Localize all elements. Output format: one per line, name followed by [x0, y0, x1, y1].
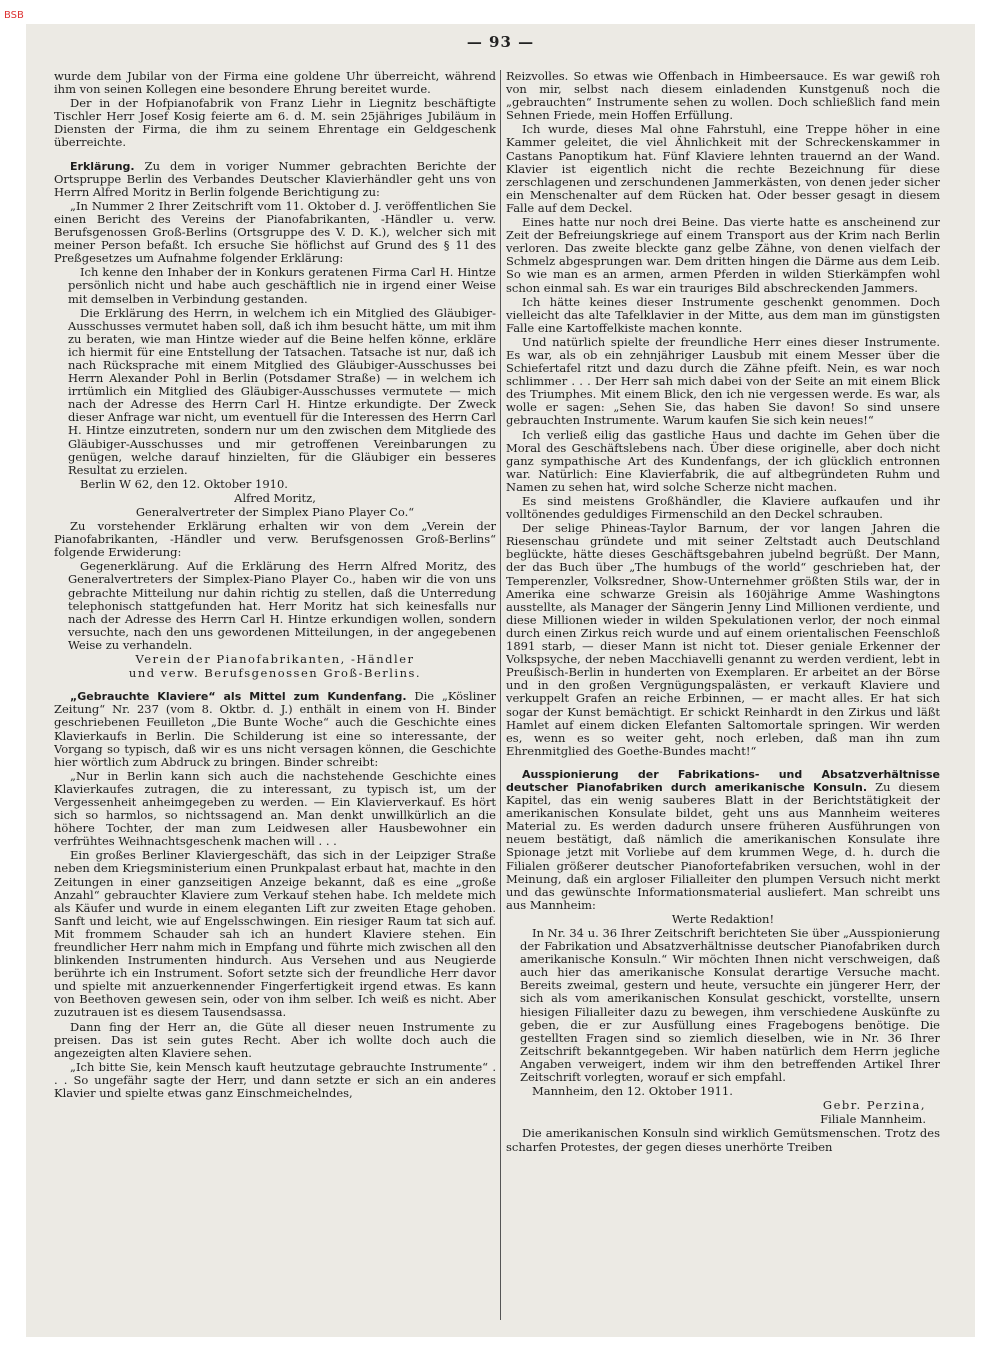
erwiderung-intro: Zu vorstehender Erklärung erhalten wir von dem „Verein der Pianofabrikanten, -Händler und verw. Berufsgenossen Groß-Berlins“ folgende Erwiderung: [54, 519, 496, 560]
story-para-4: Ich hätte keines dieser Instrumente geschenkt genommen. Doch vielleicht das alte Tafelklavier in der Mitte, aus dem man im günstigsten Falle eine Kartoffelkiste machen konnte. [506, 294, 940, 335]
gebrauchte-klaviere-para-3: Dann fing der Herr an, die Güte all dieser neuen Instrumente zu preisen. Das ist sein gutes Recht. Aber ich wollte doch auch die angezeigten alten Klaviere sehen. [54, 1019, 496, 1060]
gegenerklaerung: Gegenerklärung. Auf die Erklärung des Herrn Alfred Moritz, des Generalvertreters der Simplex-Piano Player Co., haben wir die von uns gebrachte Mitteilung nur dahin richtig zu stellen, daß die Unterredung telephonisch stattgefunden hat. Herr Moritz hat sich keinesfalls nur nach der Adresse des Herrn Carl H. Hintze erkundigen wollen, sondern versuchte, nach den uns gewordenen Mitteilungen, in der angegebenen Weise zu verhandeln. [68, 559, 496, 652]
story-para-2: Ich wurde, dieses Mal ohne Fahrstuhl, eine Treppe höher in eine Kammer geleitet, die viel Ähnlichkeit mit der Schreckenskammer in Castans Panoptikum hat. Fünf Klaviere lehnten trauernd an der Wand. Klavier ist eigentlich nicht die rechte Bezeichnung für diese zerschlagenen und zerschundenen Jammerkästen, von denen jeder sicher ein Menschenalter auf dem Rücken hat. Oder besser gesagt in diesem Falle auf dem Deckel. [506, 122, 940, 215]
verein-signature-1: Verein der Pianofabrikanten, -Händler [135, 652, 415, 667]
gebrauchte-klaviere-heading: „Gebrauchte Klaviere“ als Mittel zum Kundenfang. [70, 690, 407, 704]
library-mark: BSB [4, 10, 24, 21]
story-para-8: Der selige Phineas-Taylor Barnum, der vor langen Jahren die Riesenschau gründete und mit seiner Zeltstadt auch Deutschland beglückte, hätte dieses Geschäftsgebahren jubelnd begrüßt. Der Mann, der das Buch über „The humbugs of the world“ geschrieben hat, der Temperenzler, Volksredner, Show-Unternehmer größten Stils war, der in Amerika eine schwarze Greisin als 160jährige Amme Washingtons ausstellte, als Manager der Sängerin Jenny Lind Millionen verdiente, und diese Millionen wieder in wilden Spekulationen verlor, der noch einmal durch einen Zirkus reich wurde und auf einem orientalischen Feenschloß 1891 starb, — dieser Mann ist nicht tot. Dieser geniale Erkenner der Volkspsyche, der neben Macchiavelli genannt zu werden verdient, lebt in Preußisch-Berlin in hunderten von Exemplaren. Er arbeitet an der Börse und in den großen Vergnügungspalästen, er verkauft Klaviere und verkuppelt Grafen an reiche Erbinnen, — er macht alles. Er hat sich sogar der Kunst bemächtigt. Er schickt Reinhardt in den Zirkus und läßt Hamlet auf einem dicken Elefanten Saltomortale springen. Wir werden es, wenn es so weiter geht, noch erleben, daß man ihn zum Ehrenmitglied des Goethe-Bundes macht!“ [506, 521, 940, 758]
jubilee-kosig: Der in der Hofpianofabrik von Franz Liehr in Liegnitz beschäftigte Tischler Herr Josef Kosig feierte am 6. d. M. sein 25jähriges Jubiläum in Diensten der Firma, die ihm zu seinem Ehrentage ein Geldgeschenk überreichte. [54, 96, 496, 150]
erklaerung-signature-title: Generalvertreter der Simplex Piano Player Co.“ [135, 505, 415, 519]
gebrauchte-klaviere-para-4: „Ich bitte Sie, kein Mensch kauft heutzutage gebrauchte Instrumente“ . . . So ungefähr sagte der Herr, und dann setzte er sich an ein anderes Klavier und spielte etwas ganz Einschmeichelndes, [54, 1059, 496, 1101]
story-para-7: Es sind meistens Großhändler, die Klaviere aufkaufen und ihr volltönendes geduldiges Firmenschild an den Deckel schrauben. [506, 494, 940, 522]
letter-body: In Nr. 34 u. 36 Ihrer Zeitschrift berichteten Sie über „Ausspionierung der Fabrikation und Absatzverhältnisse deutscher Pianofabriken durch amerikanische Konsuln.“ Wir möchten Ihnen nicht verschweigen, daß auch hier das amerikanische Konsulat derartige Versuche macht. Bereits zweimal, gestern und heute, versuchte ein jüngerer Herr, der sich als vom amerikanischen Konsulat geschickt, vorstellte, unsern hiesigen Filialleiter dazu zu bewegen, ihm verschiedene Auskünfte zu geben, die er zur Ausfüllung eines Fragebogens benötige. Die gestellten Fragen sind so ziemlich dieselben, wie in Nr. 36 Ihrer Zeitschrift bekanntgegeben. Wir haben natürlich dem Herrn jegliche Angaben verweigert, indem wir ihm den betreffenden Artikel Ihrer Zeitschrift vorlegten, worauf er sich empfahl. [520, 926, 940, 1085]
erklaerung-intro [54, 160, 496, 199]
erklaerung-body: Zu dem in voriger Nummer gebrachten Berichte der Ortspruppe Berlin des Verbandes Deutscher Klavierhändler geht uns von Herrn Alfred Moritz in Berlin folgende Berichtigung zu: [54, 158, 496, 199]
ausspionierung-intro [506, 768, 940, 912]
letter-signature-2: Filiale Mannheim. [820, 1112, 926, 1127]
gebrauchte-klaviere-para-1: „Nur in Berlin kann sich auch die nachstehende Geschichte eines Klavierkaufes zutragen, die zu interessant, zu typisch ist, um der Vergessenheit anheimgegeben zu werden. — Ein Klavierverkauf. Es hört sich so harmlos, so nichtssagend an. Man denkt unwillkürlich an die höhere Tochter, der man zum Leidwesen aller Hausbewohner ein verfrühtes Weihnachtsgeschenk machen will . . . [54, 768, 496, 849]
story-continuation: Reizvolles. So etwas wie Offenbach in Himbeersauce. Es war gewiß roh von mir, selbst nach diesem einladenden Kunstgenuß noch die „gebrauchten“ Instrumente sehen zu wollen. Doch schließlich fand mein Sehnen Friede, mein Hoffen Erfüllung. [506, 70, 940, 123]
story-para-3: Eines hatte nur noch drei Beine. Das vierte hatte es anscheinend zur Zeit der Befreiungskriege auf einem Transport aus der Krim nach Berlin verloren. Das zweite bleckte ganz gelbe Zähne, von denen vielfach der Schmelz abgesprungen war. Dem dritten hingen die Därme aus dem Leib. So wie man es an armen, armen Pferden in wilden Stierkämpfen wohl schon einmal sah. Es war ein trauriges Bild abschreckenden Jammers. [506, 215, 940, 295]
ausspionierung-body: Zu diesem Kapitel, das ein wenig sauberes Blatt in der Berichtstätigkeit der amerikanischen Konsulate bildet, geht uns aus Mannheim weiteres Material zu. Es werden dadurch unsere früheren Ausführungen von neuem bestätigt, daß nämlich die amerikanischen Konsulate ihre Spionage jetzt mit Vorliebe auf dem krummen Wege, d. h. durch die Filialen größerer deutscher Pianofortefabriken versuchen, wohl in der Meinung, daß ein argloser Filialleiter den plumpen Versuch nicht merkt und das gewünschte Informationsmaterial ausliefert. Man schreibt uns aus Mannheim: [506, 779, 940, 912]
erklaerung-signature-name: Alfred Moritz, [234, 490, 316, 505]
verein-signature-2: und verw. Berufsgenossen Groß-Berlins. [128, 666, 422, 681]
erklaerung-date: Berlin W 62, den 12. Oktober 1910. [80, 476, 288, 491]
column-divider [500, 70, 501, 1320]
letter-greeting: Werte Redaktion! [671, 911, 775, 926]
gebrauchte-klaviere-para-2: Ein großes Berliner Klaviergeschäft, das sich in der Leipziger Straße neben dem Kriegsministerium einen Prunkpalast erbaut hat, machte in den Zeitungen in einer ganzseitigen Anzeige bekannt, daß es eine „große Anzahl“ gebrauchter Klaviere zum Verkauf stehen habe. Ich meldete mich als Käufer und wurde in einem eleganten Lift zur zweiten Etage gehoben. Sanft und leicht, wie auf Engelsschwingen. Ein riesiger Raum tat sich auf. Mit frommem Schauder sah ich an hundert Klaviere stehen. Ein freundlicher Herr nahm mich in Empfang und führte mich zwischen all den blinkenden Instrumenten hindurch. Aus Versehen und aus Neugierde berührte ich ein Instrument. Sofort setzte sich der freundliche Herr davor und spielte mit anzuerkennender Fingerfertigkeit irgend etwas. Es kann von Beethoven gewesen sein, oder von ihm selber. Ich weiß es nicht. Aber zuzutrauen ist es diesem Tausendsassa. [54, 848, 496, 1020]
letter-date: Mannheim, den 12. Oktober 1911. [532, 1084, 733, 1099]
page-number: — 93 — [466, 33, 535, 51]
konsuln-closing: Die amerikanischen Konsuln sind wirklich Gemütsmenschen. Trotz des scharfen Protestes, der gegen dieses unerhörte Treiben [506, 1126, 940, 1154]
story-para-6: Ich verließ eilig das gastliche Haus und dachte im Gehen über die Moral des Geschäftslebens nach. Über diese originelle, aber doch nicht ganz sympathische Art des Kundenfangs, der ich glücklich entronnen war. Natürlich: Eine Klavierfabrik, die auf altbegründeten Ruhm und Namen zu sehen hat, wird solche Scherze nicht machen. [506, 427, 940, 494]
story-para-5: Und natürlich spielte der freundliche Herr eines dieser Instrumente. Es war, als ob ein zehnjähriger Lausbub mit einem Messer über die Schiefertafel ritzt und dazu durch die Zähne pfeift. Nein, es war noch schlimmer . . . Der Herr sah mich dabei von der Seite an mit einem Blick des Triumphes. Mit einem Blick, den ich nie vergessen werde. Es war, als wolle er sagen: „Sehen Sie, das haben Sie davon! So sind unsere gebrauchten Instrumente. Warum kaufen Sie sich kein neues!“ [506, 334, 940, 428]
gebrauchte-klaviere-intro [54, 690, 496, 769]
jubilee-continuation: wurde dem Jubilar von der Firma eine goldene Uhr überreicht, während ihm von seinen Kollegen eine besondere Ehrung bereitet wurde. [54, 70, 496, 97]
letter-signature-1: Gebr. Perzina, [822, 1098, 926, 1113]
ausspionierung-heading: Ausspionierung der Fabrikations- und Absatzverhältnisse deutscher Pianofabriken durch amerikanische Konsuln. [506, 767, 940, 794]
erklaerung-heading: Erklärung. [70, 159, 135, 173]
gebrauchte-klaviere-body: Die „Kösliner Zeitung“ Nr. 237 (vom 8. Oktbr. d. J.) enthält in einem von H. Binder geschriebenen Feuilleton „Die Bunte Woche“ auch die Geschichte eines Klavierkaufs in Berlin. Die Schilderung ist eine so interessante, der Vorgang so typisch, daß wir es uns nicht versagen können, die Geschichte hier wörtlich zum Abdruck zu bringen. Binder schreibt: [54, 689, 496, 769]
right-column [506, 70, 940, 1320]
erklaerung-quote: „In Nummer 2 Ihrer Zeitschrift vom 11. Oktober d. J. veröffentlichen Sie einen Bericht des Vereins der Pianofabrikanten, -Händler u. verw. Berufsgenossen Groß-Berlins (Ortsgruppe des V. D. K.), welcher sich mit meiner Person befaßt. Ich ersuche Sie höflichst auf Grund des § 11 des Preßgesetzes um Aufnahme folgender Erklärung: [54, 198, 496, 266]
erklaerung-para-2: Die Erklärung des Herrn, in welchem ich ein Mitglied des Gläubiger-Ausschusses vermutet haben soll, daß ich ihm besucht hätte, um mit ihm zu beraten, wie man Hintze wieder auf die Beine helfen könne, erkläre ich hiermit für eine Entstellung der Tatsachen. Tatsache ist nur, daß ich nach Rücksprache mit einem Mitglied des Gläubiger-Ausschusses bei Herrn Alexander Pohl in Berlin (Potsdamer Straße) — in welchem ich irrtümlich ein Mitglied des Gläubiger-Ausschusses vermutete — mich nach der Adresse des Herrn Carl H. Hintze erkundigte. Der Zweck dieser Anfrage war nicht, um eventuell für die Interessen des Herrn Carl H. Hintze einzutreten, sondern nur um den zwischen dem Mitgliede des Gläubiger-Ausschusses und mir getroffenen Vereinbarungen zu genügen, welche darauf hinzielten, für die Gläubiger ein besseres Resultat zu erzielen. [68, 305, 496, 477]
newspaper-page [26, 24, 975, 1337]
left-column [54, 70, 496, 1320]
erklaerung-para-1: Ich kenne den Inhaber der in Konkurs geratenen Firma Carl H. Hintze persönlich nicht und habe auch geschäftlich nie in irgend einer Weise mit demselben in Verbindung gestanden. [68, 265, 496, 306]
